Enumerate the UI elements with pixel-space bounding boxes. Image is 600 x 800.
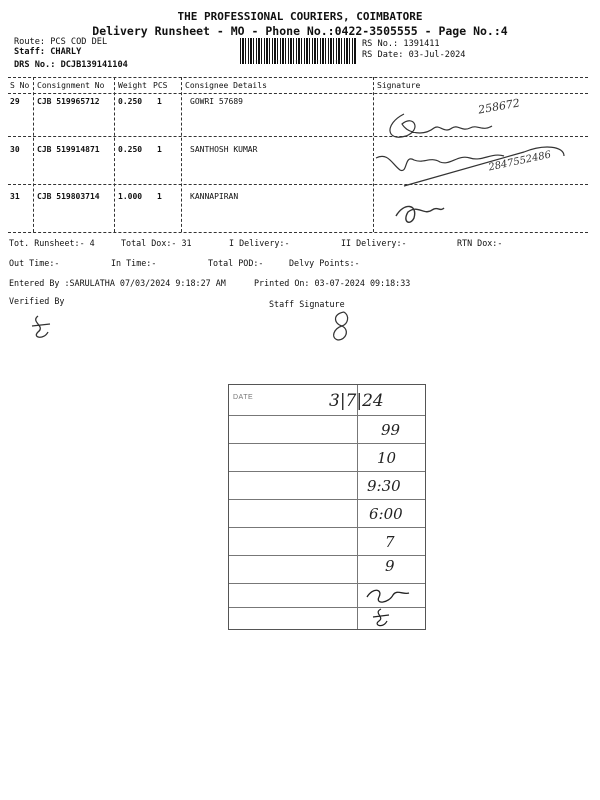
barcode xyxy=(240,38,356,64)
slip-initials-scribble xyxy=(369,607,393,629)
verified-by-label: Verified By xyxy=(9,296,65,306)
slip-value: 7 xyxy=(385,533,395,551)
row-weight: 1.000 xyxy=(118,192,143,201)
row-sno: 30 xyxy=(10,145,20,154)
company-title: THE PROFESSIONAL COURIERS, COIMBATORE xyxy=(177,10,423,23)
row-consignment: CJB 519965712 xyxy=(37,97,100,106)
slip-row-rule xyxy=(229,443,425,444)
staff-text: Staff: CHARLY xyxy=(14,47,82,57)
slip-row-rule xyxy=(229,555,425,556)
row-pcs: 1 xyxy=(157,97,162,106)
staff-signature-label: Staff Signature xyxy=(269,299,345,309)
verified-initials-scribble xyxy=(26,312,56,342)
col-divider-1 xyxy=(33,77,34,232)
row-consignee: GOWRI 57689 xyxy=(190,97,243,106)
delvy-points: Delvy Points:- xyxy=(289,258,360,268)
slip-row-rule xyxy=(229,499,425,500)
tot-runsheet: Tot. Runsheet:- 4 xyxy=(9,238,95,248)
col-header-consignee: Consignee Details xyxy=(185,81,267,90)
col-header-sno: S No xyxy=(10,81,30,90)
slip-value: 9 xyxy=(385,557,395,575)
total-pod: Total POD:- xyxy=(208,258,264,268)
rtn-dox: RTN Dox:- xyxy=(457,238,503,248)
row-pcs: 1 xyxy=(157,192,162,201)
table-top-rule xyxy=(8,77,588,78)
drs-number: DRS No.: DCJB139141104 xyxy=(14,60,128,70)
slip-row-rule xyxy=(229,583,425,584)
row-weight: 0.250 xyxy=(118,97,143,106)
col-header-consignment: Consignment No xyxy=(37,81,105,90)
slip-divider xyxy=(357,385,358,629)
slip-value: 6:00 xyxy=(369,505,403,523)
stamped-slip xyxy=(228,384,426,630)
row-sno: 29 xyxy=(10,97,20,106)
col-divider-2 xyxy=(114,77,115,232)
row-consignee: KANNAPIRAN xyxy=(190,192,239,201)
entered-by: Entered By :SARULATHA 07/03/2024 9:18:27 AM xyxy=(9,278,226,288)
row-sno: 31 xyxy=(10,192,20,201)
slip-date-value: 3|7|24 xyxy=(329,391,384,411)
out-time: Out Time:- xyxy=(9,258,60,268)
slip-value: 10 xyxy=(377,449,397,467)
rs-number: RS No.: 1391411 xyxy=(362,39,440,49)
printed-on: Printed On: 03-07-2024 09:18:33 xyxy=(254,278,411,288)
col-divider-3 xyxy=(181,77,182,232)
row-consignee: SANTHOSH KUMAR xyxy=(190,145,258,154)
slip-scribble xyxy=(363,585,413,607)
row-consignment: CJB 519914871 xyxy=(37,145,100,154)
route-text: Route: PCS COD DEL xyxy=(14,37,108,47)
i-delivery: I Delivery:- xyxy=(229,238,290,248)
col-header-signature: Signature xyxy=(377,81,421,90)
col-header-weight: Weight xyxy=(118,81,147,90)
ii-delivery: II Delivery:- xyxy=(341,238,407,248)
in-time: In Time:- xyxy=(111,258,157,268)
col-header-pcs: PCS xyxy=(153,81,168,90)
staff-signature-scribble xyxy=(326,308,356,344)
rs-date: RS Date: 03-Jul-2024 xyxy=(362,50,466,60)
slip-row-rule xyxy=(229,471,425,472)
slip-value: 9:30 xyxy=(367,477,401,495)
row-weight: 0.250 xyxy=(118,145,143,154)
slip-row-rule xyxy=(229,527,425,528)
slip-row-rule xyxy=(229,415,425,416)
slip-row-rule xyxy=(229,607,425,608)
handwritten-number-1: 258672 xyxy=(477,96,521,117)
handwritten-number-2: 2847552486 xyxy=(487,149,553,174)
row-consignment: CJB 519803714 xyxy=(37,192,100,201)
slip-date-label: DATE xyxy=(233,394,254,401)
total-dox: Total Dox:- 31 xyxy=(121,238,192,248)
row-pcs: 1 xyxy=(157,145,162,154)
slip-value: 99 xyxy=(381,421,401,439)
runsheet-subtitle: Delivery Runsheet - MO - Phone No.:0422-3505555 - Page No.:4 xyxy=(92,24,508,38)
